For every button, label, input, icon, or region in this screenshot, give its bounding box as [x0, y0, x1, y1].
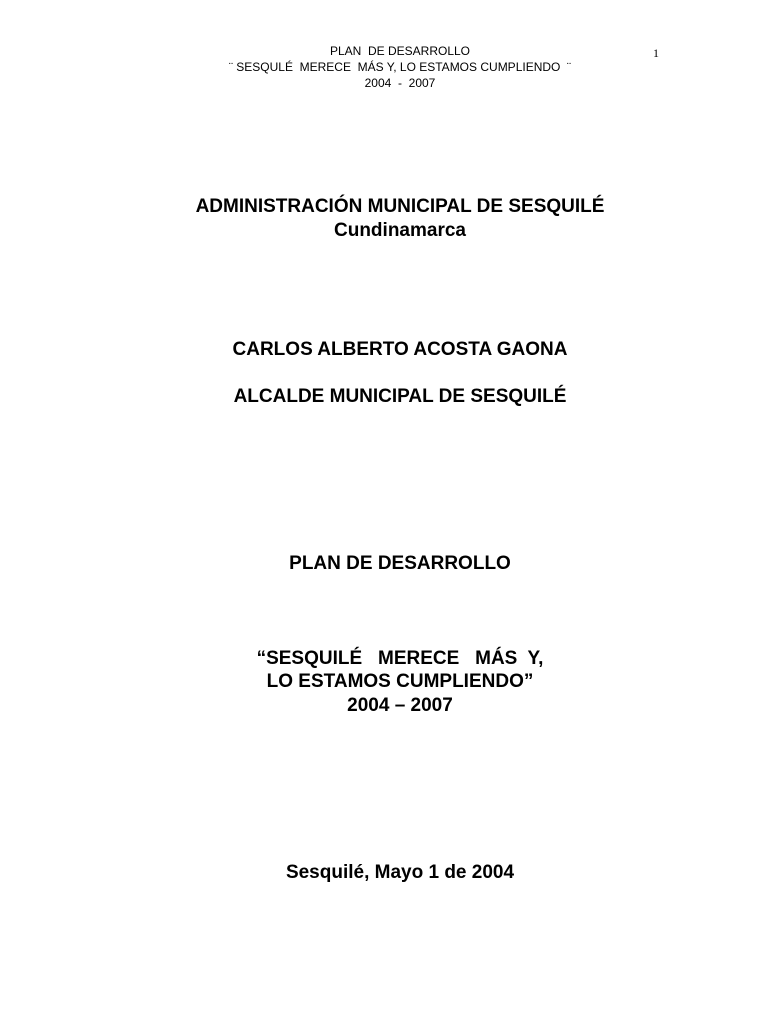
plan-title: PLAN DE DESARROLLO [289, 553, 511, 574]
header-period: 2004 - 2007 [364, 76, 436, 90]
header-plan-title: PLAN DE DESARROLLO [329, 44, 471, 58]
plan-slogan-line1: “SESQUILÉ MERECE MÁS Y, [256, 648, 544, 669]
plan-period: 2004 – 2007 [347, 695, 453, 716]
mayor-role: ALCALDE MUNICIPAL DE SESQUILÉ [233, 386, 567, 407]
page-number: 1 [653, 46, 659, 60]
department-name: Cundinamarca [334, 220, 466, 241]
plan-slogan-line2: LO ESTAMOS CUMPLIENDO” [266, 671, 534, 692]
administration-title: ADMINISTRACIÓN MUNICIPAL DE SESQUILÉ [195, 196, 605, 217]
place-date: Sesquilé, Mayo 1 de 2004 [285, 862, 515, 883]
header-slogan: ¨ SESQULÉ MERECE MÁS Y, LO ESTAMOS CUMPLIENDO ¨ [228, 60, 572, 74]
mayor-name: CARLOS ALBERTO ACOSTA GAONA [232, 339, 568, 360]
